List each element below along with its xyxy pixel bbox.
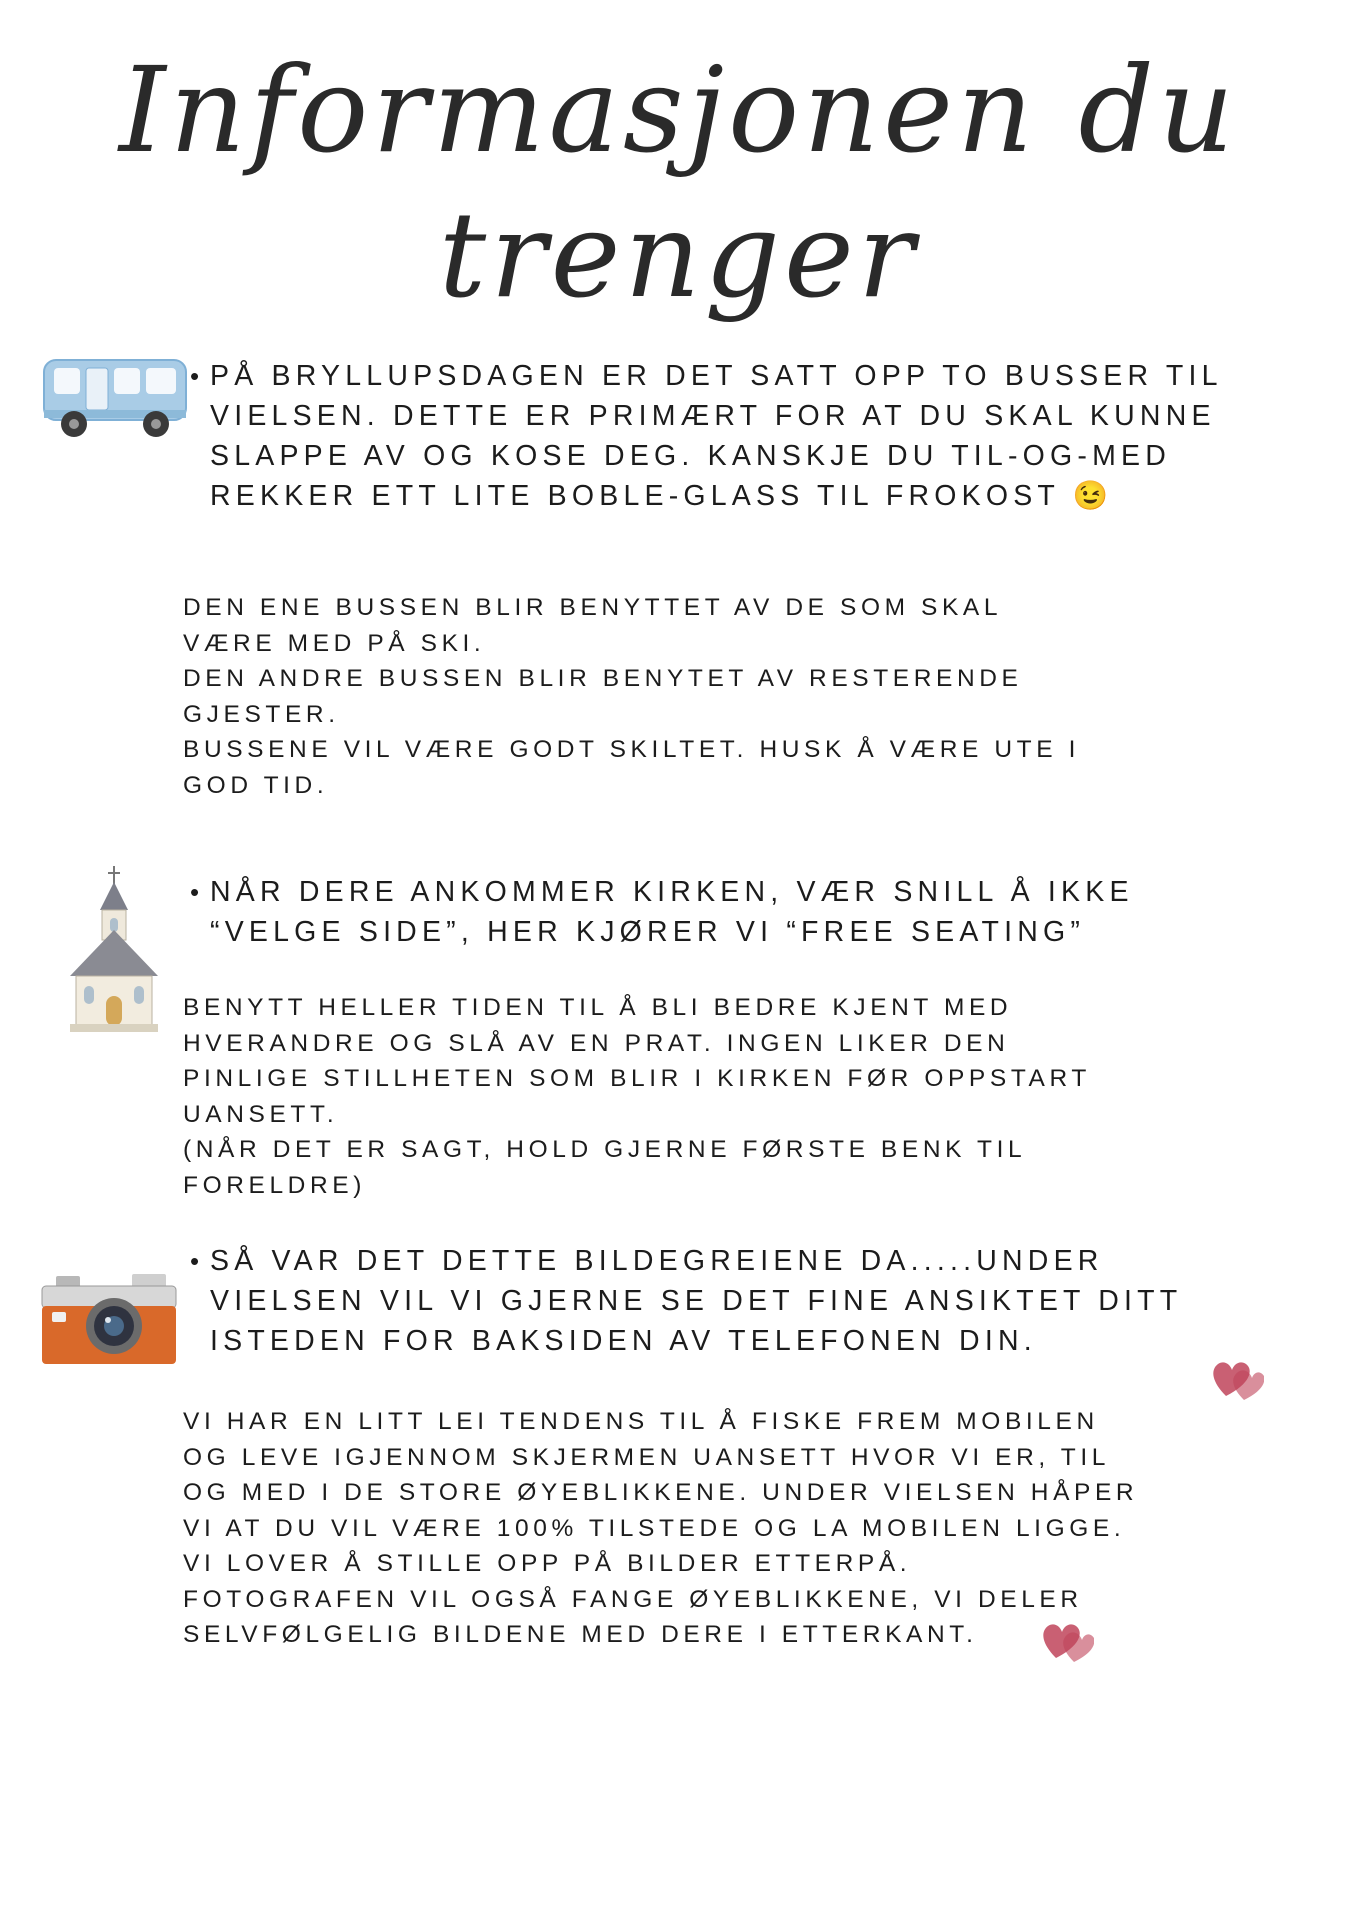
- bullet-dot: •: [190, 361, 205, 391]
- paragraph-bus: DEN ENE BUSSEN BLIR BENYTTET AV DE SOM SKAL VÆRE MED PÅ SKI. DEN ANDRE BUSSEN BLIR BENYTET AV RESTERENDE GJESTER. BUSSENE VIL VÆRE GODT SKILTET. HUSK Å VÆRE UTE I GOD TID.: [183, 594, 1080, 799]
- hearts-icon: [1210, 1352, 1264, 1402]
- bullet-church: • NÅR DERE ANKOMMER KIRKEN, VÆR SNILL Å IKKE “VELGE SIDE”, HER KJØRER VI “FREE SEATING”: [210, 872, 1250, 952]
- hearts-icon: [1040, 1614, 1094, 1664]
- bullet-dot: •: [190, 877, 205, 907]
- bullet-dot: •: [190, 1246, 205, 1276]
- paragraph-camera: VI HAR EN LITT LEI TENDENS TIL Å FISKE FREM MOBILEN OG LEVE IGJENNOM SKJERMEN UANSETT HVOR VI ER, TIL OG MED I DE STORE ØYEBLIKKENE. UNDER VIELSEN HÅPER VI AT DU VIL VÆRE 100% TILSTEDE OG LA MOBILEN LIGGE. VI LOVER Å STILLE OPP PÅ BILDER ETTERPÅ. FOTOGRAFEN VIL OGSÅ FANGE ØYEBLIKKENE, VI DELER SELVFØLGELIG BILDENE MED DERE I ETTERKANT.: [183, 1408, 1139, 1648]
- page-title-line-1: Informasjonen du: [118, 41, 1239, 179]
- bullet-camera: • SÅ VAR DET DETTE BILDEGREIENE DA.....UNDER VIELSEN VIL VI GJERNE SE DET FINE ANSIKTET DITT ISTEDEN FOR BAKSIDEN AV TELEFONEN DIN.: [210, 1241, 1250, 1361]
- church-icon: [66, 866, 162, 1034]
- bus-icon: [40, 356, 190, 442]
- paragraph-church: BENYTT HELLER TIDEN TIL Å BLI BEDRE KJENT MED HVERANDRE OG SLÅ AV EN PRAT. INGEN LIKER DEN PINLIGE STILLHETEN SOM BLIR I KIRKEN FØR OPPSTART UANSETT. (NÅR DET ER SAGT, HOLD GJERNE FØRSTE BENK TIL FORELDRE): [183, 994, 1091, 1199]
- bullet-bus: • PÅ BRYLLUPSDAGEN ER DET SATT OPP TO BUSSER TIL VIELSEN. DETTE ER PRIMÆRT FOR AT DU SKAL KUNNE SLAPPE AV OG KOSE DEG. KANSKJE DU TIL-OG-MED REKKER ETT LITE BOBLE-GLASS TIL FROKOST 😉: [210, 356, 1250, 516]
- camera-icon: [40, 1272, 178, 1368]
- page-title-line-2: trenger: [438, 186, 919, 324]
